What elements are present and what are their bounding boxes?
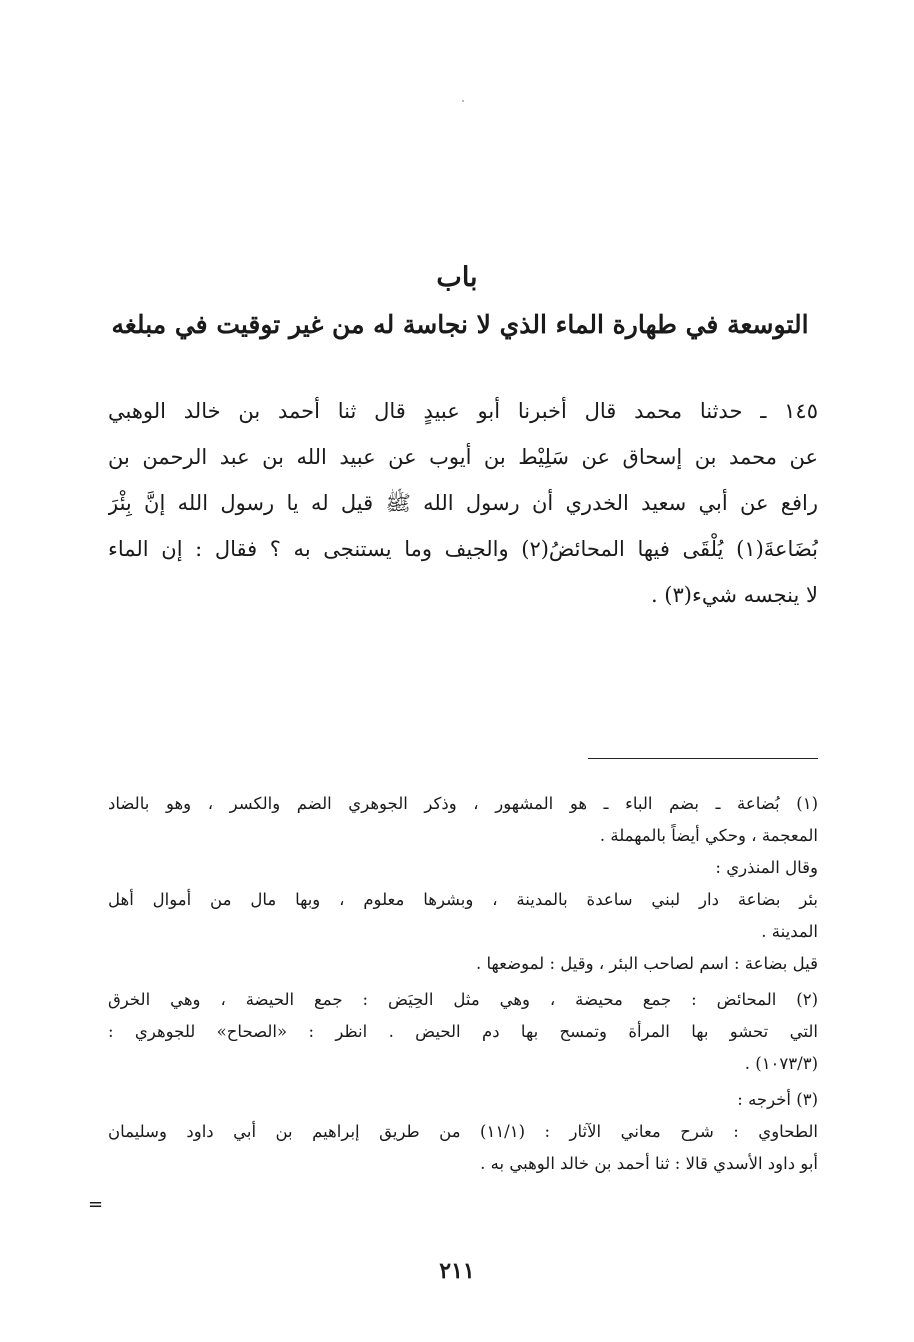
hadith-line: بُضَاعةَ(١) يُلْقَى فيها المحائضُ(٢) والجيف وما يستنجى به ؟ فقال : إن الماء bbox=[108, 537, 818, 561]
footnote-line: (٢) المحائض : جمع محيضة ، وهي مثل الحِيَض : جمع الحيضة ، وهي الخرق bbox=[108, 990, 818, 1009]
hadith-line: عن محمد بن إسحاق عن سَلِيْط بن أيوب عن عبيد الله بن عبد الرحمن بن bbox=[108, 445, 818, 469]
footnote-line: الطحاوي : شرح معاني الآثار : (١١/١) من طريق إبراهيم بن أبي داود وسليمان bbox=[108, 1122, 818, 1141]
footnote-line: التي تحشو بها المرأة وتمسح بها دم الحيض . انظر : «الصحاح» للجوهري : bbox=[108, 1022, 818, 1041]
chapter-label: باب bbox=[436, 262, 478, 293]
hadith-line: لا ينجسه شيء(٣) . bbox=[650, 583, 818, 607]
footnote-line: المعجمة ، وحكي أيضاً بالمهملة . bbox=[599, 826, 818, 845]
hadith-line: رافع عن أبي سعيد الخدري أن رسول الله ﷺ قيل له يا رسول الله إنَّ بِئْرَ bbox=[108, 491, 818, 515]
footnote-line: (١) بُضاعة ـ بضم الباء ـ هو المشهور ، وذكر الجوهري الضم والكسر ، وهو بالضاد bbox=[108, 794, 818, 813]
footnote-line: أبو داود الأسدي قالا : ثنا أحمد بن خالد الوهبي به . bbox=[480, 1154, 818, 1173]
hadith-text bbox=[108, 388, 818, 618]
footnotes bbox=[108, 788, 818, 1180]
hadith-line: ١٤٥ ـ حدثنا محمد قال أخبرنا أبو عبيدٍ قال ثنا أحمد بن خالد الوهبي bbox=[108, 399, 818, 423]
continuation-mark: = bbox=[88, 1194, 104, 1215]
footnote-line: (٣) أخرجه : bbox=[737, 1090, 818, 1109]
page-number: ٢١١ bbox=[439, 1258, 475, 1284]
chapter-title: التوسعة في طهارة الماء الذي لا نجاسة له من غير توقيت في مبلغه bbox=[111, 310, 809, 339]
scan-speck bbox=[462, 100, 464, 102]
footnote-line: (١٠٧٣/٣) . bbox=[744, 1054, 818, 1073]
footnote-separator bbox=[588, 758, 818, 759]
footnote-line: بئر بضاعة دار لبني ساعدة بالمدينة ، وبشرها معلوم ، وبها مال من أموال أهل bbox=[108, 890, 818, 909]
footnote-line: قيل بضاعة : اسم لصاحب البئر ، وقيل : لموضعها . bbox=[476, 954, 818, 973]
footnote-line: المدينة . bbox=[761, 922, 818, 941]
footnote-line: وقال المنذري : bbox=[715, 858, 818, 877]
